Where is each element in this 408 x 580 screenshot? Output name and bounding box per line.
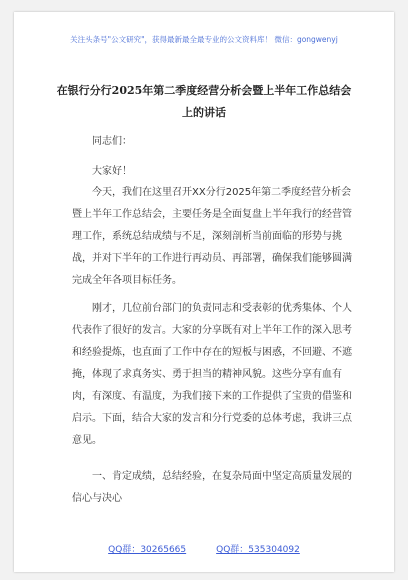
qq-group-2: QQ群：535304092 [216, 545, 300, 555]
paragraph-review: 刚才，几位前台部门的负责同志和受表彰的优秀集体、个人代表作了很好的发言。大家的分享既有对上半年工作的深入思考和经验提炼，也直面了工作中存在的短板与困惑，不回避、不遮掩，体现了求真务实、勇于担当的精神风貌。这些分享有血有肉，有深度、有温度，为我们接下来的工作提供了宝贵的借鉴和启示。下面，结合大家的发言和分行党委的总体考虑，我讲三点意见。 [72, 303, 352, 446]
document-page [14, 12, 394, 572]
greeting-everyone: 大家好！ [92, 166, 132, 177]
document-title: 在银行分行2025年第二季度经营分析会暨上半年工作总结会上的讲话 [56, 84, 352, 119]
section-heading-one: 一、肯定成绩，总结经验，在复杂局面中坚定高质量发展的信心与决心 [72, 471, 352, 504]
paragraph-opening: 今天，我们在这里召开XX分行2025年第二季度经营分析会暨上半年工作总结会，主要任务是全面复盘上半年我行的经营管理工作，系统总结成绩与不足，深刻剖析当前面临的形势与挑战，并对下半年的工作进行再动员、再部署，确保我们能够圆满完成全年各项目标任务。 [72, 187, 352, 286]
footer-qq-groups [14, 542, 394, 555]
header-banner: 关注头条号"公文研究"，获得最新最全最专业的公文资料库！ 微信：gongwenyj [70, 35, 338, 44]
greeting-comrades: 同志们： [92, 136, 132, 147]
qq-group-1: QQ群：30265665 [108, 545, 187, 555]
